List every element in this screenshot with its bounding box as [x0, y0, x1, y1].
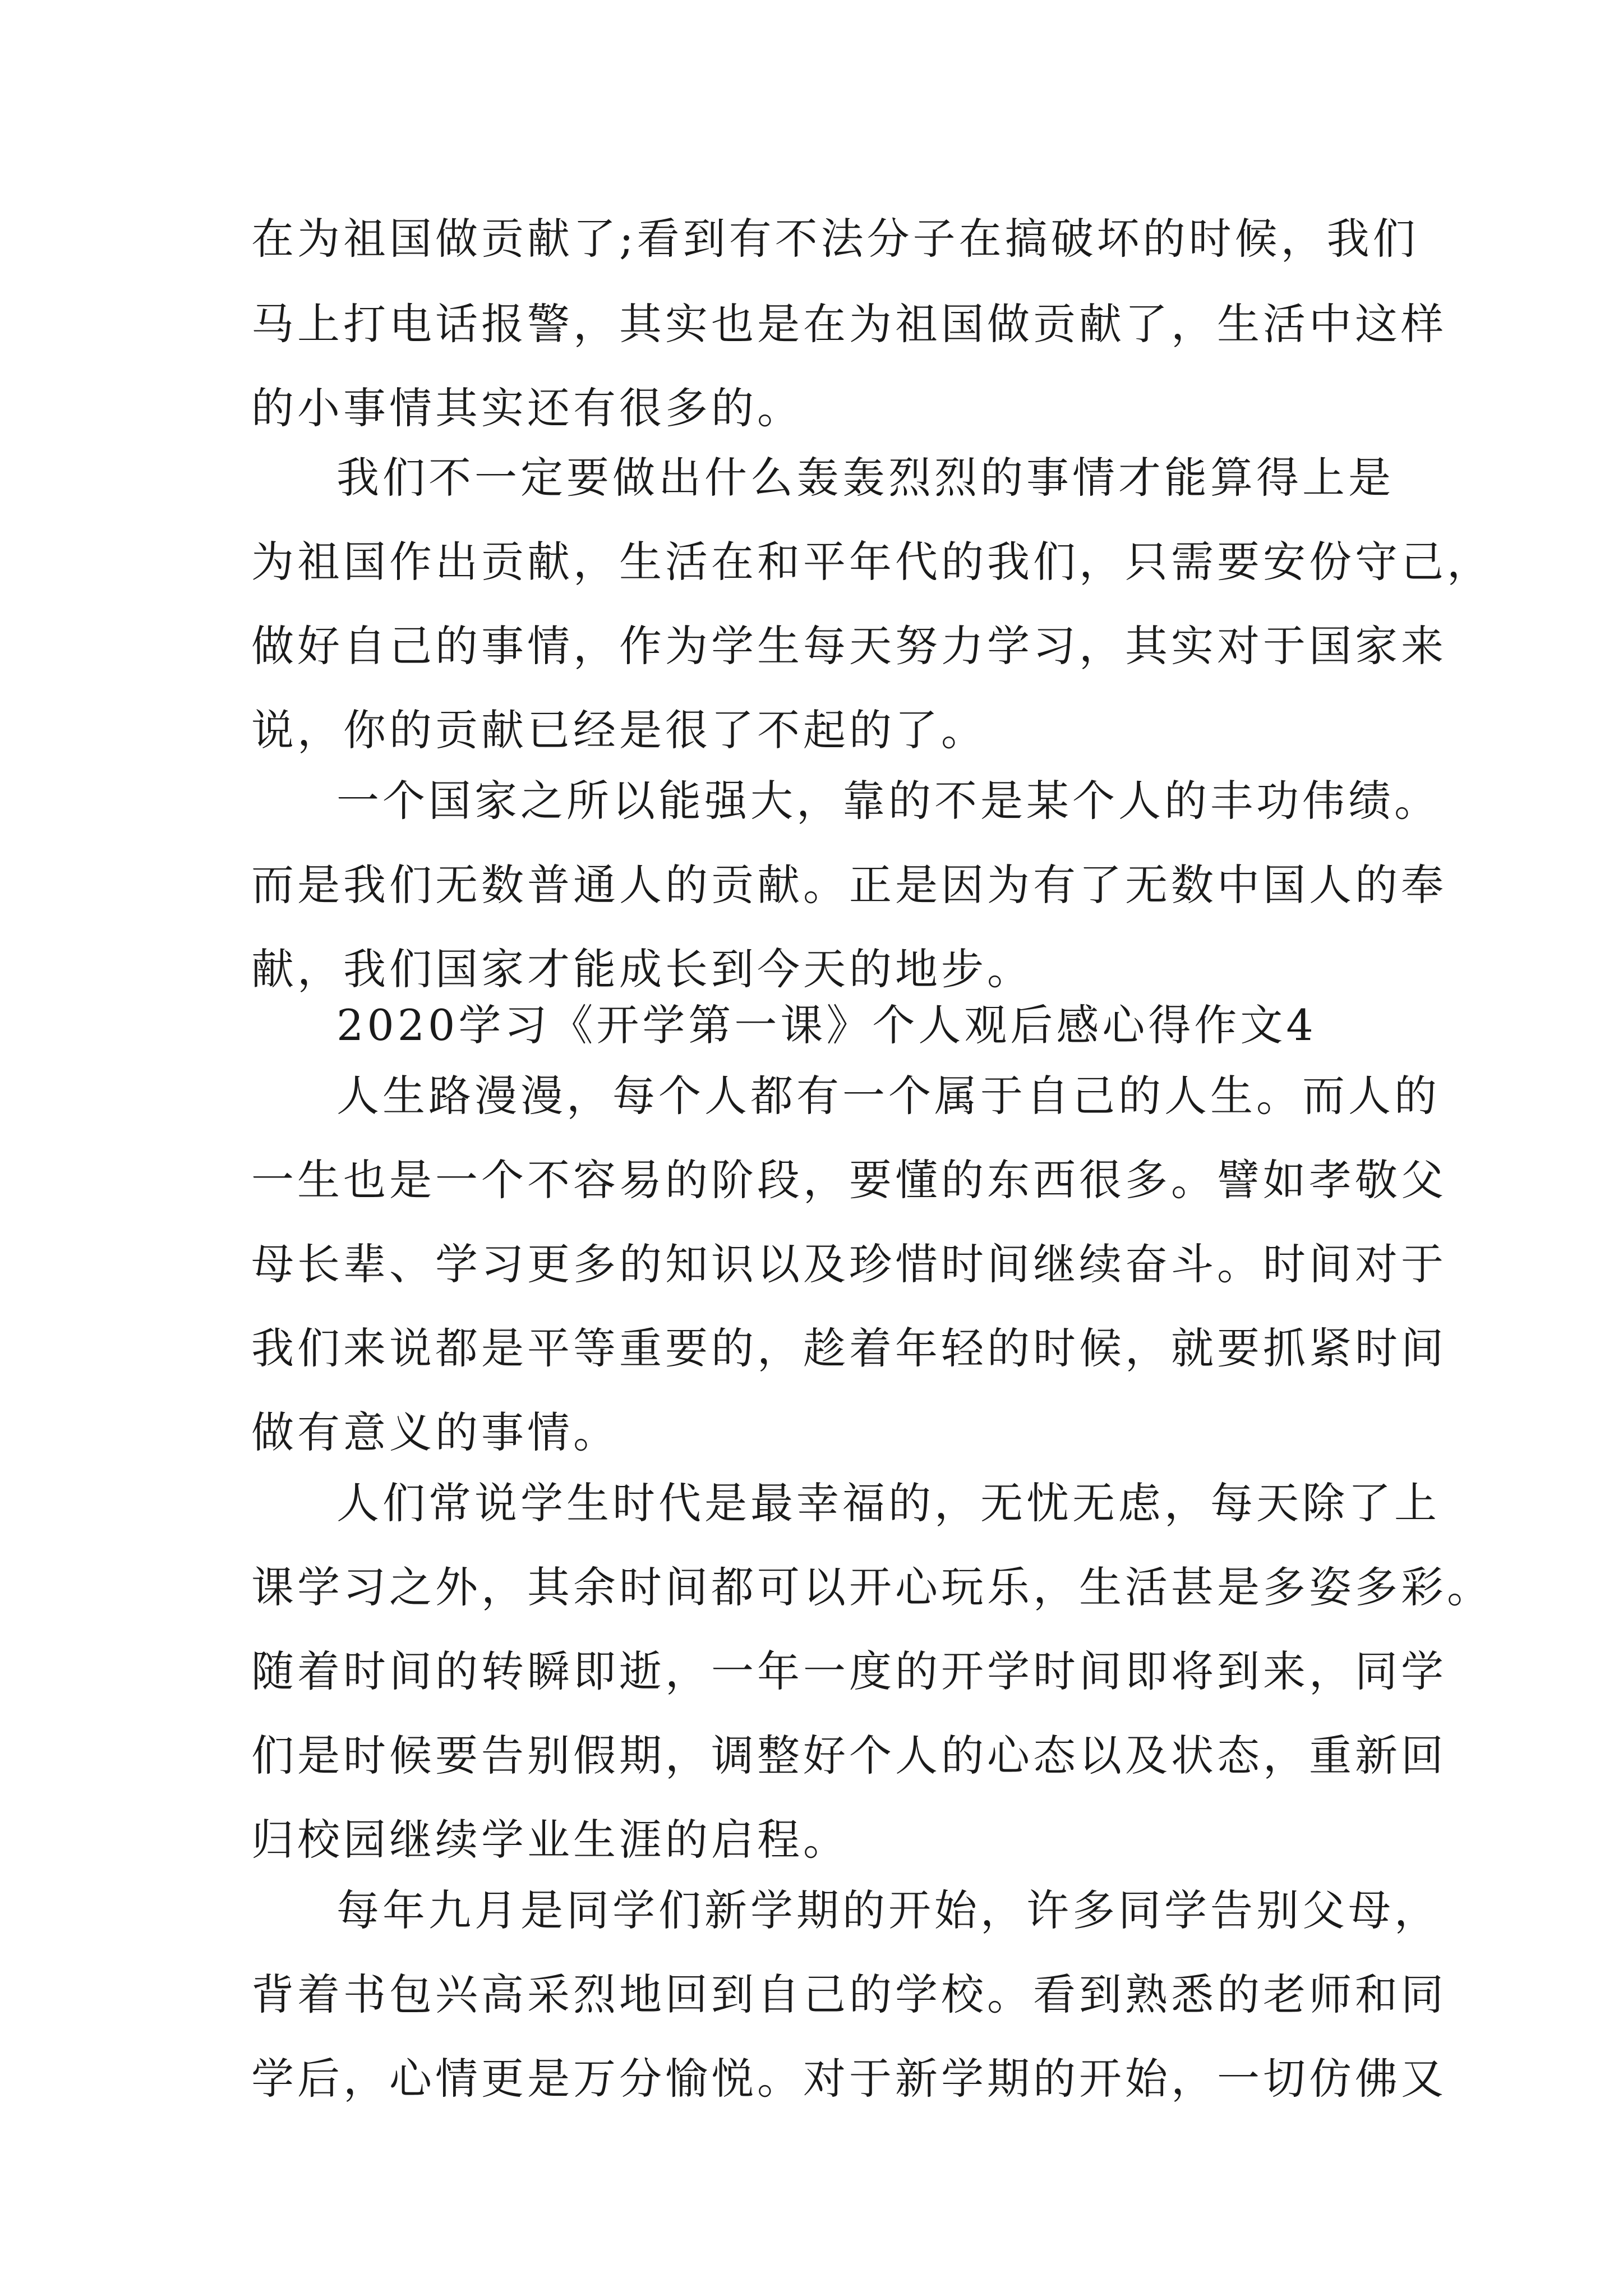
section-heading: 2020学习《开学第一课》个人观后感心得作文4 [336, 1000, 1317, 1050]
text-line: 而是我们无数普通人的贡献。正是因为有了无数中国人的奉 [251, 860, 1447, 910]
text-line: 的小事情其实还有很多的。 [251, 383, 803, 433]
text-line: 做有意义的事情。 [251, 1407, 619, 1457]
text-line: 在为祖国做贡献了;看到有不法分子在搞破坏的时候，我们 [251, 214, 1419, 264]
text-line: 归校园继续学业生涯的启程。 [251, 1815, 849, 1865]
text-line: 一生也是一个不容易的阶段，要懂的东西很多。譬如孝敬父 [251, 1155, 1447, 1205]
paragraph-first-line: 人们常说学生时代是最幸福的，无忧无虑，每天除了上 [336, 1478, 1440, 1528]
text-line: 学后，心情更是万分愉悦。对于新学期的开始，一切仿佛又 [251, 2054, 1447, 2104]
text-line: 为祖国作出贡献，生活在和平年代的我们，只需要安份守己， [251, 537, 1493, 587]
text-line: 献，我们国家才能成长到今天的地步。 [251, 944, 1033, 994]
text-line: 背着书包兴高采烈地回到自己的学校。看到熟悉的老师和同 [251, 1970, 1447, 2019]
text-line: 说，你的贡献已经是很了不起的了。 [251, 705, 987, 755]
text-line: 随着时间的转瞬即逝，一年一度的开学时间即将到来，同学 [251, 1646, 1447, 1696]
text-line: 做好自己的事情，作为学生每天努力学习，其实对于国家来 [251, 621, 1447, 671]
paragraph-first-line: 我们不一定要做出什么轰轰烈烈的事情才能算得上是 [336, 453, 1394, 503]
paragraph-first-line: 每年九月是同学们新学期的开始，许多同学告别父母， [336, 1885, 1440, 1935]
text-line: 课学习之外，其余时间都可以开心玩乐，生活甚是多姿多彩。 [251, 1562, 1493, 1612]
text-line: 我们来说都是平等重要的，趁着年轻的时候，就要抓紧时间 [251, 1323, 1447, 1373]
text-line: 们是时候要告别假期，调整好个人的心态以及状态，重新回 [251, 1731, 1447, 1780]
text-line: 母长辈、学习更多的知识以及珍惜时间继续奋斗。时间对于 [251, 1239, 1447, 1289]
text-line: 马上打电话报警，其实也是在为祖国做贡献了，生活中这样 [251, 299, 1447, 349]
paragraph-first-line: 人生路漫漫，每个人都有一个属于自己的人生。而人的 [336, 1071, 1440, 1121]
paragraph-first-line: 一个国家之所以能强大，靠的不是某个人的丰功伟绩。 [336, 776, 1440, 826]
